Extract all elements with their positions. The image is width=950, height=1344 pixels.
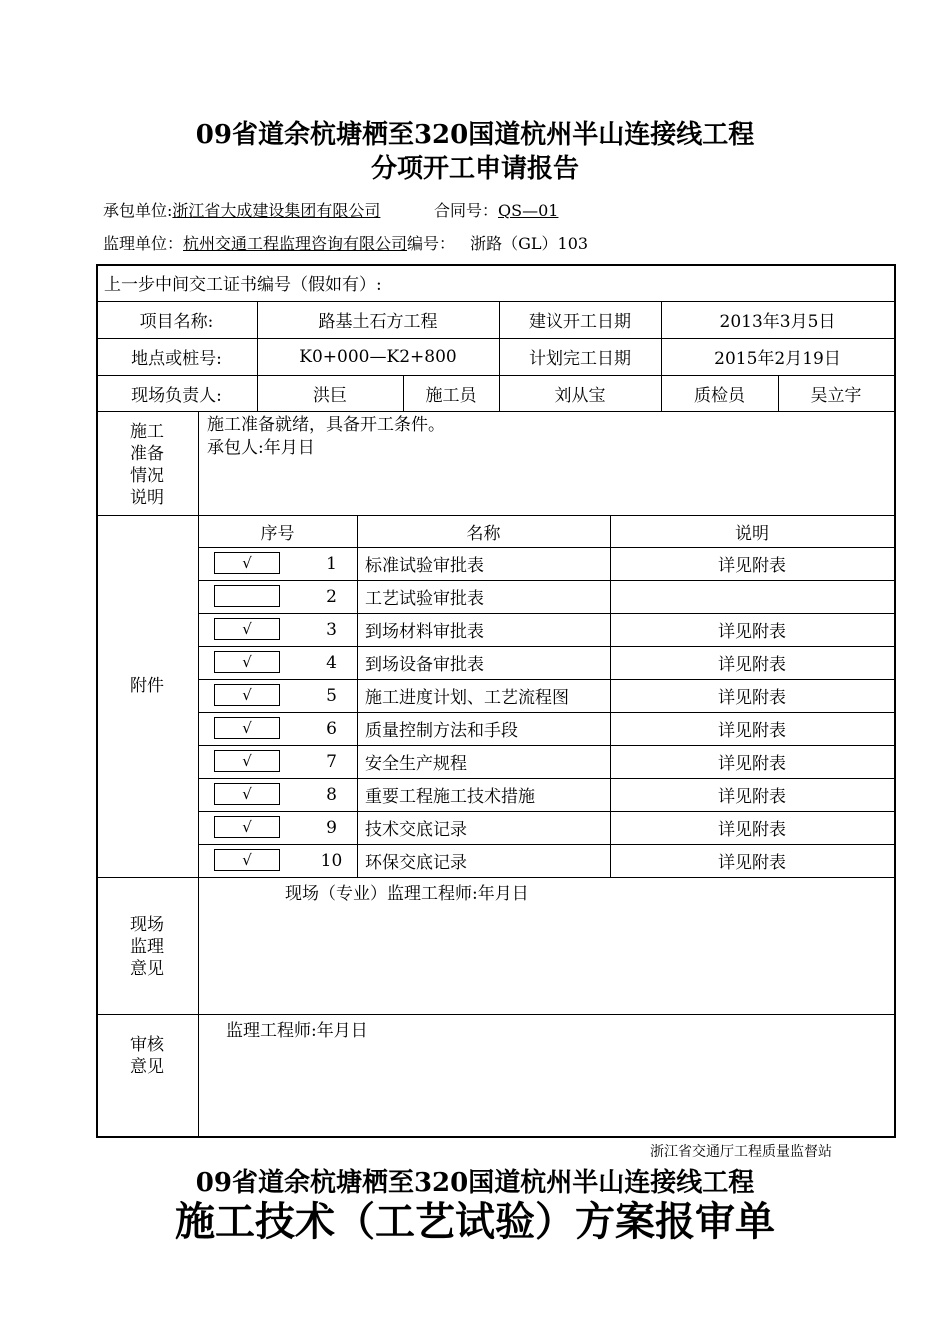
project-name-label: 项目名称: [139,312,214,332]
prep-text-line2: 承包人:年月日 [207,438,315,458]
attachment-note: 详见附表 [718,853,786,873]
attachment-note: 详见附表 [718,622,786,642]
attachment-checkbox[interactable]: √ [214,552,280,574]
site-manager-label: 现场负责人: [131,385,222,406]
attachment-name: 到场设备审批表 [365,655,484,675]
worker-value: 刘从宝 [554,385,606,406]
inspector-value: 吴立宇 [810,385,862,406]
supervisor-value: 杭州交通工程监理咨询有限公司 [183,234,408,253]
attachment-checkbox[interactable]: √ [214,651,280,673]
prev-cert-label: 上一步中间交工证书编号（假如有）: [104,275,382,295]
attach-header-note: 说明 [735,523,769,544]
attachment-name: 技术交底记录 [365,820,467,840]
contractor-value: 浙江省大成建设集团有限公司 [172,201,381,220]
attachment-checkbox[interactable]: √ [214,816,280,838]
prep-text [207,414,445,460]
attachment-checkbox[interactable]: √ [214,717,280,739]
attachment-number: 10 [320,850,343,871]
attachment-note: 详见附表 [718,655,786,675]
next-document-title: 09省道余杭塘栖至320国道杭州半山连接线工程 [195,1168,755,1198]
start-date-value: 2013年3月5日 [719,312,836,332]
supervisor-row [103,231,588,254]
contract-value: QS—01 [498,201,559,220]
attachment-number: 6 [326,718,337,739]
attachment-note [610,580,894,613]
attachment-name: 施工进度计划、工艺流程图 [365,688,569,708]
document-title: 09省道余杭塘栖至320国道杭州半山连接线工程 [195,120,755,150]
site-opinion-label: 现场监理意见 [130,915,164,979]
attachment-checkbox[interactable]: √ [214,684,280,706]
attachment-note: 详见附表 [718,556,786,576]
attachment-note: 详见附表 [718,787,786,807]
attachment-checkbox[interactable] [214,585,280,607]
location-value: K0+000—K2+800 [299,346,457,367]
serial-value: 浙路（GL）103 [470,234,589,253]
attachment-note: 详见附表 [718,754,786,774]
attach-label: 附件 [130,676,164,696]
attachment-checkbox[interactable]: √ [214,783,280,805]
attachment-number: 2 [326,586,337,607]
attachment-name: 标准试验审批表 [365,556,484,576]
attach-header-seq: 序号 [260,523,295,544]
issuer: 浙江省交通厅工程质量监督站 [650,1144,832,1160]
serial-label: 编号： [407,234,456,253]
contract-row [434,198,558,221]
contractor-row [103,198,380,221]
attachment-name: 环保交底记录 [365,853,467,873]
contract-label: 合同号： [434,201,499,220]
attachment-name: 质量控制方法和手段 [365,721,518,741]
attachment-number: 5 [326,685,337,706]
attachment-note: 详见附表 [718,721,786,741]
application-form-table [96,264,896,1138]
inspector-label: 质检员 [694,385,745,406]
location-label: 地点或桩号: [131,349,222,369]
next-document-subtitle: 施工技术（工艺试验）方案报审单 [175,1198,775,1245]
attach-header-name: 名称 [466,523,501,544]
end-date-value: 2015年2月19日 [714,349,841,369]
supervisor-label: 监理单位： [103,234,184,253]
prep-text-line1: 施工准备就绪，具备开工条件。 [207,415,445,435]
attachment-name: 重要工程施工技术措施 [365,787,535,807]
review-text: 监理工程师:年月日 [226,1021,368,1041]
attachment-checkbox[interactable]: √ [214,849,280,871]
site-manager-value: 洪巨 [313,385,347,406]
worker-label: 施工员 [425,385,477,406]
attachment-name: 安全生产规程 [365,754,467,774]
attachment-name: 工艺试验审批表 [365,589,484,609]
attachment-note: 详见附表 [718,688,786,708]
attachment-number: 8 [326,784,337,805]
start-date-label: 建议开工日期 [529,312,631,332]
site-opinion-text: 现场（专业）监理工程师:年月日 [285,884,529,904]
contractor-label: 承包单位: [103,201,173,220]
attachment-checkbox[interactable]: √ [214,750,280,772]
document-subtitle: 分项开工申请报告 [370,154,579,184]
attachment-number: 3 [326,619,337,640]
review-label: 审核意见 [130,1035,164,1077]
attachment-number: 9 [326,817,337,838]
project-name-value: 路基土石方工程 [318,312,438,332]
attachment-number: 4 [326,652,337,673]
attachment-number: 1 [326,553,337,574]
attachment-number: 7 [326,751,337,772]
attachment-name: 到场材料审批表 [365,622,484,642]
attachment-checkbox[interactable]: √ [214,618,280,640]
prep-label: 施工准备情况说明 [130,422,164,508]
end-date-label: 计划完工日期 [529,349,631,369]
attachment-note: 详见附表 [718,820,786,840]
